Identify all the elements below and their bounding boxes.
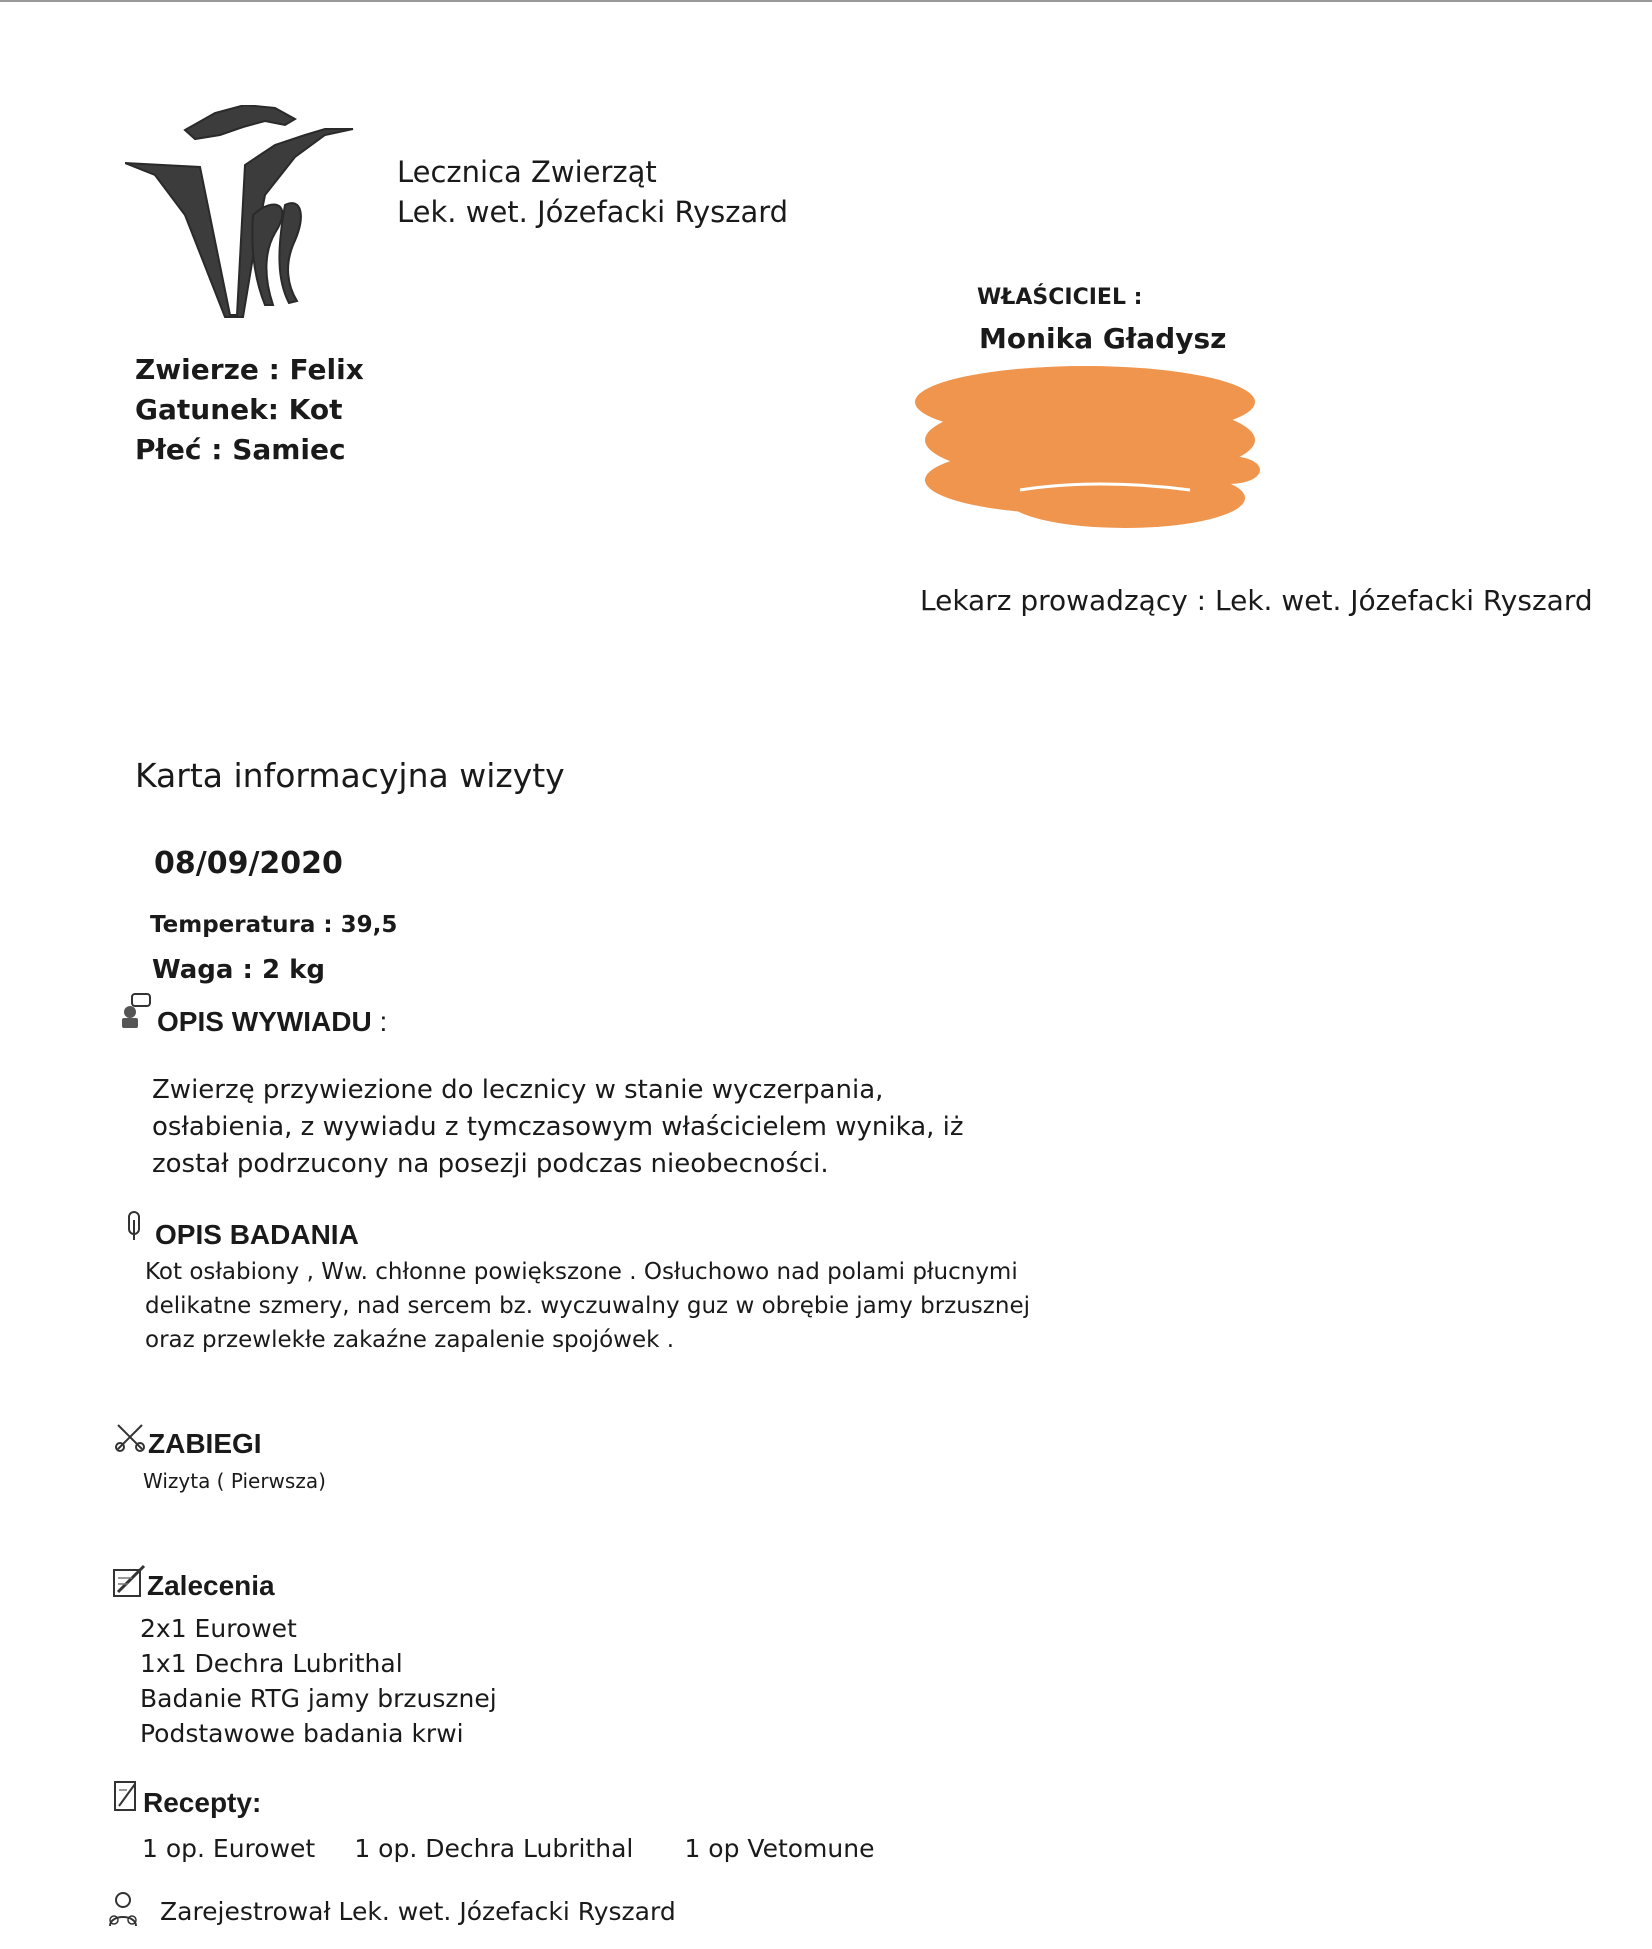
visit-date: 08/09/2020 xyxy=(154,846,343,881)
interview-line: osłabienia, z wywiadu z tymczasowym właścicielem wynika, iż xyxy=(152,1112,964,1142)
scissors-icon xyxy=(114,1421,146,1453)
recommendation-item: 2x1 Eurowet xyxy=(140,1614,297,1643)
interview-icon xyxy=(118,992,152,1030)
notepad-pen-icon xyxy=(112,1564,148,1598)
pet-species: Gatunek: Kot xyxy=(135,393,343,426)
pet-sex: Płeć : Samiec xyxy=(135,433,346,466)
procedure-item: Wizyta ( Pierwsza) xyxy=(143,1469,326,1493)
interview-line: Zwierzę przywiezione do lecznicy w stanie wyczerpania, xyxy=(152,1075,884,1105)
exam-line: oraz przewlekłe zakaźne zapalenie spojówek . xyxy=(145,1327,675,1353)
clinic-logo xyxy=(125,105,355,327)
interview-line: został podrzucony na posezji podczas nieobecności. xyxy=(152,1149,829,1179)
clinic-vet: Lek. wet. Józefacki Ryszard xyxy=(397,195,789,229)
exam-text xyxy=(145,1255,1030,1357)
interview-heading xyxy=(157,1006,387,1038)
recommendation-item: Podstawowe badania krwi xyxy=(140,1719,464,1748)
thermometer-icon xyxy=(124,1210,144,1244)
interview-text xyxy=(152,1072,964,1183)
clinic-name: Lecznica Zwierząt xyxy=(397,155,657,189)
prescription-item: 1 op. Eurowet xyxy=(142,1834,316,1863)
visit-weight: Waga : 2 kg xyxy=(152,955,325,985)
user-icon xyxy=(106,1890,140,1928)
recommendations-list xyxy=(140,1611,497,1751)
registered-by: Zarejestrował Lek. wet. Józefacki Ryszard xyxy=(160,1897,676,1926)
clinic-header xyxy=(397,152,788,232)
recommendations-heading: Zalecenia xyxy=(147,1570,275,1601)
owner-label: WŁAŚCICIEL : xyxy=(977,285,1143,310)
exam-heading: OPIS BADANIA xyxy=(155,1219,359,1250)
exam-line: Kot osłabiony , Ww. chłonne powiększone . Osłuchowo nad polami płucnymi xyxy=(145,1259,1018,1285)
prescriptions-heading: Recepty: xyxy=(143,1787,262,1818)
prescriptions-list xyxy=(142,1834,908,1863)
prescription-icon xyxy=(113,1780,139,1812)
pet-name: Zwierze : Felix xyxy=(135,353,364,386)
top-border xyxy=(0,0,1652,2)
prescription-item: 1 op Vetomune xyxy=(684,1834,875,1863)
recommendation-item: Badanie RTG jamy brzusznej xyxy=(140,1684,497,1713)
attending-doctor: Lekarz prowadzący : Lek. wet. Józefacki Ryszard xyxy=(920,584,1593,617)
redaction-mark xyxy=(900,360,1260,535)
prescription-item: 1 op. Dechra Lubrithal xyxy=(354,1834,634,1863)
owner-name: Monika Gładysz xyxy=(979,322,1227,355)
page-title: Karta informacyjna wizyty xyxy=(135,756,565,795)
visit-temperature: Temperatura : 39,5 xyxy=(150,912,398,938)
procedures-heading: ZABIEGI xyxy=(148,1428,262,1459)
pet-info xyxy=(135,350,364,470)
interview-heading-suffix: : xyxy=(371,1006,388,1037)
interview-heading-text: OPIS WYWIADU xyxy=(157,1006,372,1037)
exam-line: delikatne szmery, nad sercem bz. wyczuwalny guz w obrębie jamy brzusznej xyxy=(145,1293,1030,1319)
recommendation-item: 1x1 Dechra Lubrithal xyxy=(140,1649,403,1678)
